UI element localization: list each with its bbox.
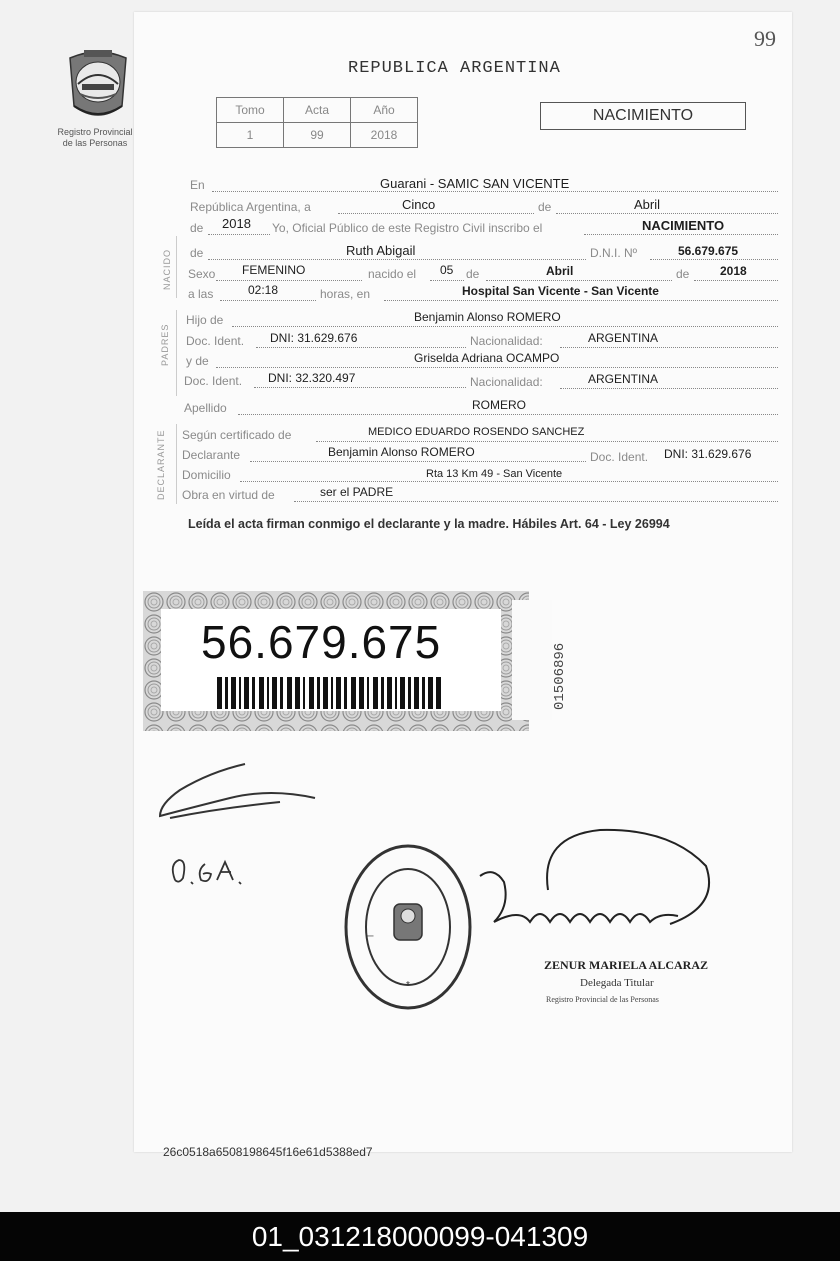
value-apellido: ROMERO (472, 398, 526, 412)
dotted-line (232, 326, 778, 327)
document-title: REPUBLICA ARGENTINA (348, 59, 561, 78)
dotted-line (240, 481, 778, 482)
row-domicilio (0, 465, 840, 483)
label-apellido: Apellido (184, 401, 227, 415)
value-padre-dni: DNI: 31.629.676 (270, 331, 358, 345)
value-sexo: FEMENINO (242, 263, 306, 277)
label-republica: República Argentina, a (190, 200, 311, 214)
label-alas: a las (188, 287, 214, 301)
label-nacionalidad: Nacionalidad: (470, 334, 543, 348)
label-horas-en: horas, en (320, 287, 371, 301)
dotted-line (694, 280, 778, 281)
dotted-line (212, 191, 778, 192)
label-y-de: y de (186, 354, 209, 368)
value-hora: 02:18 (248, 283, 279, 297)
row-padre-doc (0, 331, 840, 349)
row-madre-doc (0, 371, 840, 389)
value-nac-anio: 2018 (720, 264, 747, 278)
ref-header-acta: Acta (284, 98, 351, 123)
value-padre: Benjamin Alonso ROMERO (414, 310, 561, 324)
label-declarante: Declarante (182, 448, 241, 462)
label-obra: Obra en virtud de (182, 488, 275, 502)
value-declarante: Benjamin Alonso ROMERO (328, 445, 475, 459)
value-madre-nacionalidad: ARGENTINA (588, 372, 659, 386)
label-en: En (190, 178, 205, 192)
provincial-registry-logo (62, 44, 134, 126)
label-sexo: Sexo (188, 267, 216, 281)
row-oficial (0, 218, 840, 236)
label-nacido: nacido el (368, 267, 417, 281)
value-inscripcion: NACIMIENTO (642, 218, 725, 233)
dotted-line (254, 387, 466, 388)
label-dni: D.N.I. Nº (590, 246, 638, 260)
dni-security-sticker (143, 591, 529, 731)
ref-value-anio: 2018 (351, 123, 418, 148)
logo-caption (40, 127, 150, 149)
value-dia: Cinco (402, 197, 436, 212)
side-label-nacido: NACIDO (162, 248, 172, 290)
dotted-line (338, 213, 534, 214)
label-oficial: Yo, Oficial Público de este Registro Civil inscribo el (272, 221, 543, 235)
dotted-line (384, 300, 778, 301)
row-padre (0, 310, 840, 328)
svg-text:|: | (365, 934, 374, 937)
dotted-line (430, 280, 464, 281)
ref-value-acta: 99 (284, 123, 351, 148)
closing-legal-ref: Art. 64 - Ley 26994 (559, 517, 670, 531)
side-label-padres: PADRES (160, 323, 170, 366)
handwritten-initials (165, 850, 275, 890)
sticker-label (161, 609, 501, 711)
value-nac-mes: Abril (546, 264, 574, 278)
official-seal-stamp (342, 842, 474, 1012)
value-dni: 56.679.675 (678, 244, 739, 258)
value-domicilio: Rta 13 Km 49 - San Vicente (426, 468, 563, 480)
value-certificado: MEDICO EDUARDO ROSENDO SANCHEZ (368, 426, 585, 438)
row-obra (0, 485, 840, 503)
dotted-line (294, 501, 778, 502)
value-declarante-dni: DNI: 31.629.676 (664, 447, 752, 461)
dotted-line (560, 347, 778, 348)
document-hash: 26c0518a6508198645f16e61d5388ed7 (163, 1145, 373, 1159)
dotted-line (486, 280, 672, 281)
row-declarante (0, 445, 840, 463)
value-madre: Griselda Adriana OCAMPO (414, 351, 560, 365)
row-sexo-nacimiento (0, 264, 840, 282)
dotted-line (256, 347, 466, 348)
row-madre (0, 351, 840, 369)
ref-value-tomo: 1 (217, 123, 284, 148)
dotted-line (584, 234, 778, 235)
logo-caption-line-1: Registro Provincial (57, 127, 133, 137)
official-signature (470, 826, 720, 956)
value-padre-nacionalidad: ARGENTINA (588, 331, 659, 345)
label-domicilio: Domicilio (182, 468, 231, 482)
row-nombre (0, 243, 840, 261)
row-lugar-registro (0, 176, 840, 194)
row-certificado (0, 425, 840, 443)
value-lugar-nacimiento: Hospital San Vicente - San Vicente (462, 284, 659, 298)
label-doc-ident: Doc. Ident. (184, 374, 243, 388)
label-segun-certificado: Según certificado de (182, 428, 292, 442)
closing-text: Leída el acta firman conmigo el declarante y la madre. Hábiles (188, 517, 557, 531)
dotted-line (650, 259, 778, 260)
reference-table (216, 97, 418, 148)
dotted-line (208, 259, 586, 260)
value-mes: Abril (634, 197, 661, 212)
signatory-name: ZENUR MARIELA ALCARAZ (544, 958, 709, 972)
declarant-signature (150, 758, 325, 828)
dotted-line (238, 414, 778, 415)
value-nac-dia: 05 (440, 263, 454, 277)
page-number: 99 (754, 26, 776, 51)
sticker-serial-number: 01506896 (552, 642, 568, 710)
label-nac-de: de (466, 267, 480, 281)
label-doc-ident: Doc. Ident. (186, 334, 245, 348)
sticker-tail (512, 600, 552, 720)
row-hora-lugar (0, 284, 840, 302)
footer-document-id: 01_031218000099-041309 (0, 1212, 840, 1261)
label-doc-ident: Doc. Ident. (590, 450, 649, 464)
dotted-line (220, 300, 316, 301)
dotted-line (250, 461, 586, 462)
side-label-declarante: DECLARANTE (156, 429, 166, 500)
closing-paragraph (188, 516, 763, 532)
label-nac-de2: de (676, 267, 690, 281)
label-de: de (538, 200, 552, 214)
svg-text:*: * (406, 980, 410, 991)
dotted-line (216, 367, 778, 368)
acta-type-box: NACIMIENTO (540, 102, 746, 130)
value-lugar-registro: Guarani - SAMIC SAN VICENTE (380, 176, 570, 191)
sticker-dni-number: 56.679.675 (201, 616, 442, 668)
value-madre-dni: DNI: 32.320.497 (268, 371, 356, 385)
value-anio: 2018 (222, 216, 251, 231)
row-apellido (0, 398, 840, 416)
dotted-line (316, 441, 778, 442)
value-obra: ser el PADRE (320, 485, 394, 499)
signatory-role: Delegada Titular (580, 977, 654, 989)
ref-header-anio: Año (351, 98, 418, 123)
dotted-line (560, 388, 778, 389)
label-nacionalidad: Nacionalidad: (470, 375, 543, 389)
label-hijo-de: Hijo de (186, 313, 224, 327)
label-de: de (190, 221, 204, 235)
dotted-line (208, 234, 270, 235)
ref-header-tomo: Tomo (217, 98, 284, 123)
logo-caption-line-2: de las Personas (62, 138, 128, 148)
label-nombre-de: de (190, 246, 204, 260)
dotted-line (216, 280, 362, 281)
signatory-office: Registro Provincial de las Personas (546, 995, 659, 1004)
dotted-line (556, 213, 778, 214)
barcode (217, 677, 447, 709)
row-fecha-registro (0, 197, 840, 215)
value-nombre: Ruth Abigail (346, 243, 416, 258)
